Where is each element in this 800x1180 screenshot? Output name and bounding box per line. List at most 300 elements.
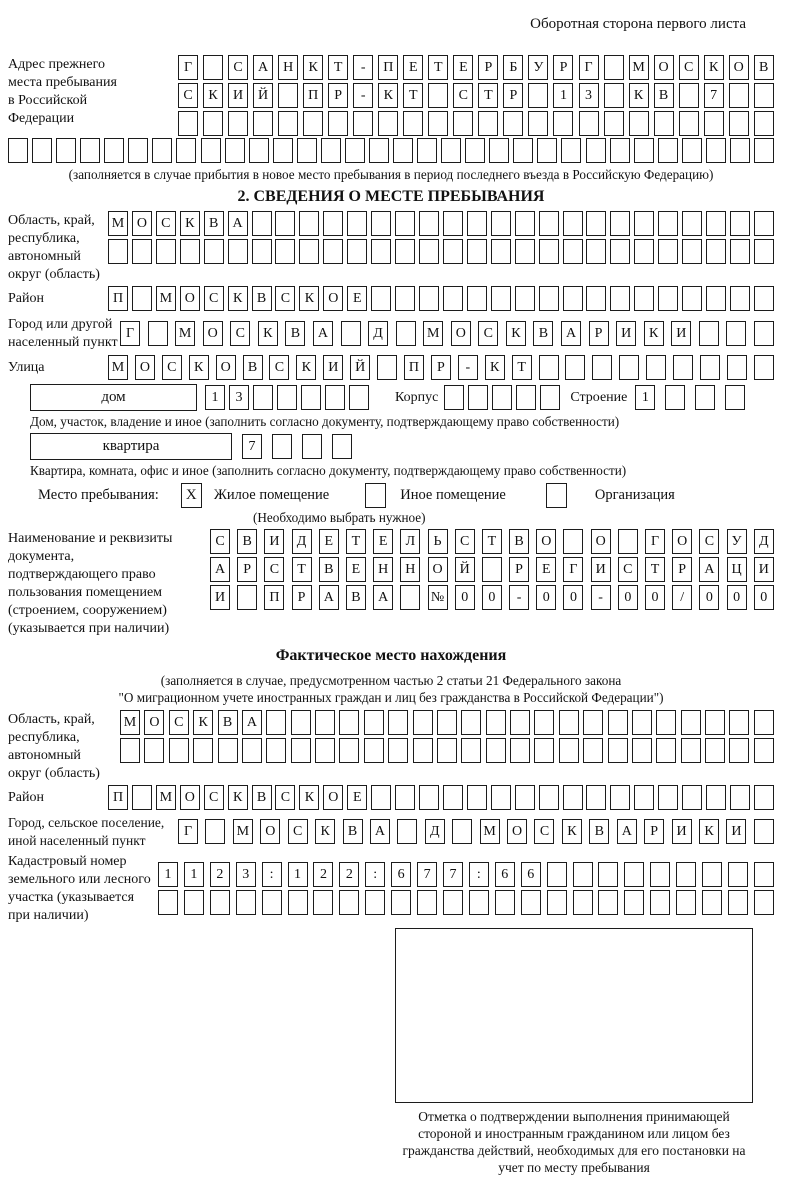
char-box: Г: [579, 55, 599, 80]
char-box: [706, 211, 726, 236]
char-box: [339, 890, 359, 915]
char-box: О: [507, 819, 527, 844]
char-box: [730, 211, 750, 236]
char-box: М: [423, 321, 443, 346]
char-box: К: [629, 83, 649, 108]
char-box: [349, 385, 369, 410]
char-box: [278, 111, 298, 136]
char-box: [658, 785, 678, 810]
char-box: С: [156, 211, 176, 236]
char-box: [537, 138, 557, 163]
char-box: К: [296, 355, 316, 380]
char-box: [656, 710, 676, 735]
char-box: [586, 239, 606, 264]
char-box: [369, 138, 389, 163]
char-box: Р: [292, 585, 312, 610]
char-box: [510, 738, 530, 763]
char-box: С: [275, 785, 295, 810]
char-box: С: [269, 355, 289, 380]
char-box: 3: [236, 862, 256, 887]
char-box: [573, 862, 593, 887]
char-box: [725, 385, 745, 410]
char-box: [676, 862, 696, 887]
korpus-label: Корпус: [395, 390, 439, 405]
char-box: [365, 890, 385, 915]
char-box: [491, 785, 511, 810]
cadastral-row-2: [158, 890, 774, 915]
char-box: [729, 83, 749, 108]
char-box: [266, 710, 286, 735]
char-box: Д: [292, 529, 312, 554]
char-box: В: [343, 819, 363, 844]
char-box: [730, 286, 750, 311]
char-box: [482, 557, 502, 582]
char-box: [534, 738, 554, 763]
char-box: [253, 111, 273, 136]
previous-address-rows: [178, 55, 774, 136]
char-box: О: [729, 55, 749, 80]
char-box: В: [509, 529, 529, 554]
char-box: С: [455, 529, 475, 554]
char-box: [8, 138, 28, 163]
char-box: Е: [453, 55, 473, 80]
char-box: [371, 239, 391, 264]
char-box: [528, 83, 548, 108]
char-box: [728, 862, 748, 887]
char-box: [706, 785, 726, 810]
char-box: [120, 738, 140, 763]
char-box: [754, 211, 774, 236]
char-box: 0: [699, 585, 719, 610]
char-box: Т: [512, 355, 532, 380]
char-box: О: [536, 529, 556, 554]
char-box: Д: [368, 321, 388, 346]
field-document: [8, 529, 774, 638]
char-box: [144, 738, 164, 763]
char-box: -: [353, 83, 373, 108]
char-box: [754, 83, 774, 108]
house-type-box: дом: [30, 384, 197, 411]
char-box: [539, 286, 559, 311]
char-box: [754, 785, 774, 810]
char-box: [297, 138, 317, 163]
char-box: [56, 138, 76, 163]
checkbox-other-premises: [365, 483, 386, 508]
char-box: [313, 890, 333, 915]
char-box: [395, 785, 415, 810]
char-box: П: [303, 83, 323, 108]
char-box: В: [204, 211, 224, 236]
char-box: [547, 862, 567, 887]
char-box: [539, 785, 559, 810]
char-box: [563, 239, 583, 264]
char-box: [658, 211, 678, 236]
char-box: К: [299, 286, 319, 311]
char-box: О: [180, 785, 200, 810]
char-box: /: [672, 585, 692, 610]
document-label: Наименование и реквизиты документа, подтверждающего право пользования помещением (строением, сооружением) (указывается при наличии): [8, 531, 173, 636]
char-box: В: [237, 529, 257, 554]
char-box: И: [591, 557, 611, 582]
char-box: 7: [242, 434, 262, 459]
char-box: М: [480, 819, 500, 844]
char-box: [632, 710, 652, 735]
char-box: [521, 890, 541, 915]
char-box: [205, 819, 225, 844]
char-box: [618, 529, 638, 554]
char-box: [303, 111, 323, 136]
char-box: 0: [754, 585, 774, 610]
char-box: С: [230, 321, 250, 346]
char-box: М: [233, 819, 253, 844]
char-box: [573, 890, 593, 915]
char-box: [706, 239, 726, 264]
char-box: И: [726, 819, 746, 844]
char-box: [193, 738, 213, 763]
char-box: 2: [210, 862, 230, 887]
char-box: 3: [579, 83, 599, 108]
char-box: Р: [672, 557, 692, 582]
char-box: К: [704, 55, 724, 80]
char-box: В: [252, 785, 272, 810]
char-box: 1: [158, 862, 178, 887]
char-box: И: [672, 819, 692, 844]
char-box: К: [258, 321, 278, 346]
char-box: [371, 785, 391, 810]
char-box: [515, 785, 535, 810]
settlement-actual-label: Город, сельское поселение, иной населенный пункт: [8, 815, 165, 848]
char-box: Ц: [727, 557, 747, 582]
char-box: 1: [205, 385, 225, 410]
char-box: [729, 111, 749, 136]
char-box: А: [617, 819, 637, 844]
char-box: 0: [482, 585, 502, 610]
field-region-actual: [8, 710, 774, 783]
document-row-3: [210, 585, 774, 610]
char-box: [104, 138, 124, 163]
previous-address-caption: (заполняется в случае прибытия в новое место пребывания в период последнего въезда в Российскую Федерацию): [68, 167, 714, 182]
char-box: Г: [120, 321, 140, 346]
char-box: 6: [495, 862, 515, 887]
region-actual-row-2: [120, 738, 774, 763]
char-box: [339, 710, 359, 735]
char-box: [302, 434, 322, 459]
house-caption: Дом, участок, владение и иное (заполнить согласно документу, подтверждающему право собственности): [30, 414, 620, 429]
char-box: [467, 286, 487, 311]
char-box: [682, 239, 702, 264]
char-box: [428, 83, 448, 108]
char-box: [237, 585, 257, 610]
char-box: 7: [443, 862, 463, 887]
char-box: [393, 138, 413, 163]
char-box: [218, 738, 238, 763]
field-region: [8, 211, 774, 284]
district-actual-label: Район: [8, 790, 44, 805]
char-box: [491, 286, 511, 311]
char-box: А: [228, 211, 248, 236]
char-box: С: [204, 785, 224, 810]
char-box: [679, 111, 699, 136]
apartment-row: [30, 433, 774, 460]
char-box: [610, 286, 630, 311]
char-box: :: [365, 862, 385, 887]
char-box: [395, 239, 415, 264]
apartment-caption: Квартира, комната, офис и иное (заполнить согласно документу, подтверждающему право собственности): [30, 463, 627, 478]
char-box: [278, 83, 298, 108]
char-box: [495, 890, 515, 915]
char-box: [610, 211, 630, 236]
char-box: [275, 239, 295, 264]
char-box: [563, 529, 583, 554]
char-box: С: [288, 819, 308, 844]
previous-address-row-3: [178, 111, 774, 136]
char-box: [592, 355, 612, 380]
char-box: Д: [425, 819, 445, 844]
char-box: [266, 738, 286, 763]
char-box: [608, 710, 628, 735]
char-box: И: [323, 355, 343, 380]
char-box: [288, 890, 308, 915]
char-box: [395, 211, 415, 236]
char-box: [453, 111, 473, 136]
char-box: [491, 211, 511, 236]
char-box: [364, 738, 384, 763]
char-box: [730, 785, 750, 810]
char-box: [291, 738, 311, 763]
char-box: [491, 239, 511, 264]
char-box: [682, 286, 702, 311]
char-box: [469, 890, 489, 915]
char-box: М: [629, 55, 649, 80]
char-box: Р: [478, 55, 498, 80]
char-box: [345, 138, 365, 163]
char-box: [539, 211, 559, 236]
section3-caption-line2: "О миграционном учете иностранных граждан и лиц без гражданства в Российской Федерации"): [118, 690, 664, 705]
char-box: О: [132, 211, 152, 236]
char-box: [301, 385, 321, 410]
char-box: [128, 138, 148, 163]
char-box: С: [699, 529, 719, 554]
apartment-type-box: квартира: [30, 433, 232, 460]
char-box: [510, 710, 530, 735]
house-row: [30, 384, 774, 411]
char-box: С: [228, 55, 248, 80]
char-box: [400, 585, 420, 610]
char-box: К: [315, 819, 335, 844]
char-box: [272, 434, 292, 459]
char-box: [676, 890, 696, 915]
char-box: О: [672, 529, 692, 554]
char-box: [32, 138, 52, 163]
char-box: [598, 890, 618, 915]
char-box: [443, 239, 463, 264]
char-box: [437, 738, 457, 763]
char-box: Т: [346, 529, 366, 554]
char-box: [371, 286, 391, 311]
char-box: Е: [346, 557, 366, 582]
char-box: [682, 138, 702, 163]
char-box: [559, 738, 579, 763]
char-box: [419, 785, 439, 810]
char-box: [132, 286, 152, 311]
stroenie-boxes: [635, 385, 745, 410]
char-box: С: [204, 286, 224, 311]
char-box: 6: [521, 862, 541, 887]
char-box: [598, 862, 618, 887]
char-box: [419, 239, 439, 264]
section3-caption-line1: (заполняется в случае, предусмотренном частью 2 статьи 21 Федерального закона: [160, 673, 622, 688]
char-box: [417, 138, 437, 163]
char-box: [754, 239, 774, 264]
char-box: 7: [704, 83, 724, 108]
char-box: Г: [645, 529, 665, 554]
char-box: [702, 890, 722, 915]
char-box: [629, 111, 649, 136]
char-box: С: [275, 286, 295, 311]
char-box: [252, 211, 272, 236]
char-box: [563, 785, 583, 810]
char-box: [443, 890, 463, 915]
char-box: [619, 355, 639, 380]
field-previous-address: [8, 55, 774, 136]
confirmation-stamp-caption: Отметка о подтверждении выполнения принимающей стороной и иностранным гражданином или лицом без гражданства действий, необходимых для его постановки на учет по месту пребывания: [402, 1109, 746, 1175]
char-box: [727, 355, 747, 380]
char-box: [465, 138, 485, 163]
char-box: [705, 710, 725, 735]
char-box: [730, 239, 750, 264]
char-box: [395, 286, 415, 311]
char-box: [583, 710, 603, 735]
char-box: [204, 239, 224, 264]
char-box: И: [210, 585, 230, 610]
char-box: 1: [635, 385, 655, 410]
char-box: Т: [292, 557, 312, 582]
char-box: [726, 321, 746, 346]
char-box: [586, 286, 606, 311]
char-box: К: [562, 819, 582, 844]
char-box: И: [264, 529, 284, 554]
char-box: [705, 738, 725, 763]
char-box: В: [754, 55, 774, 80]
district-label: Район: [8, 291, 44, 306]
char-box: [80, 138, 100, 163]
char-box: [586, 785, 606, 810]
char-box: А: [242, 710, 262, 735]
char-box: 1: [553, 83, 573, 108]
char-box: К: [699, 819, 719, 844]
char-box: [467, 785, 487, 810]
char-box: [347, 239, 367, 264]
char-box: М: [108, 211, 128, 236]
document-row-2: [210, 557, 774, 582]
char-box: А: [253, 55, 273, 80]
char-box: [152, 138, 172, 163]
char-box: 3: [229, 385, 249, 410]
stay-type-row: [38, 483, 774, 508]
char-box: [706, 286, 726, 311]
char-box: [452, 819, 472, 844]
char-box: В: [533, 321, 553, 346]
char-box: [328, 111, 348, 136]
char-box: 6: [391, 862, 411, 887]
char-box: [441, 138, 461, 163]
char-box: С: [679, 55, 699, 80]
char-box: [443, 286, 463, 311]
char-box: Е: [347, 286, 367, 311]
char-box: [428, 111, 448, 136]
char-box: К: [299, 785, 319, 810]
char-box: Г: [563, 557, 583, 582]
char-box: [604, 55, 624, 80]
char-box: [681, 710, 701, 735]
char-box: [515, 239, 535, 264]
stay-type-label: Место пребывания:: [38, 487, 159, 503]
char-box: [534, 710, 554, 735]
char-box: [700, 355, 720, 380]
char-box: [413, 738, 433, 763]
char-box: [565, 355, 585, 380]
char-box: О: [180, 286, 200, 311]
char-box: Ь: [428, 529, 448, 554]
char-box: [315, 738, 335, 763]
char-box: С: [264, 557, 284, 582]
char-box: [610, 239, 630, 264]
char-box: [203, 111, 223, 136]
char-box: Е: [403, 55, 423, 80]
char-box: В: [252, 286, 272, 311]
char-box: 0: [645, 585, 665, 610]
char-box: К: [203, 83, 223, 108]
char-box: :: [262, 862, 282, 887]
char-box: [262, 890, 282, 915]
char-box: [561, 138, 581, 163]
char-box: [730, 138, 750, 163]
char-box: [559, 710, 579, 735]
char-box: А: [561, 321, 581, 346]
char-box: Р: [431, 355, 451, 380]
char-box: К: [180, 211, 200, 236]
char-box: В: [218, 710, 238, 735]
char-box: [210, 890, 230, 915]
previous-address-label: Адрес прежнего места пребывания в Российской Федерации: [8, 57, 117, 126]
char-box: -: [591, 585, 611, 610]
option-other-premises-label: Иное помещение: [400, 487, 506, 503]
char-box: [299, 211, 319, 236]
char-box: С: [618, 557, 638, 582]
char-box: Т: [482, 529, 502, 554]
char-box: [132, 239, 152, 264]
char-box: [553, 111, 573, 136]
char-box: Е: [536, 557, 556, 582]
field-settlement-actual: [8, 813, 774, 850]
char-box: 0: [618, 585, 638, 610]
char-box: [503, 111, 523, 136]
previous-address-row-4: [8, 138, 774, 163]
char-box: П: [378, 55, 398, 80]
char-box: К: [644, 321, 664, 346]
char-box: [413, 710, 433, 735]
char-box: С: [534, 819, 554, 844]
char-box: 0: [563, 585, 583, 610]
char-box: 0: [536, 585, 556, 610]
char-box: [604, 83, 624, 108]
char-box: А: [210, 557, 230, 582]
char-box: [417, 890, 437, 915]
char-box: [347, 211, 367, 236]
char-box: Й: [350, 355, 370, 380]
char-box: [443, 785, 463, 810]
char-box: Н: [278, 55, 298, 80]
